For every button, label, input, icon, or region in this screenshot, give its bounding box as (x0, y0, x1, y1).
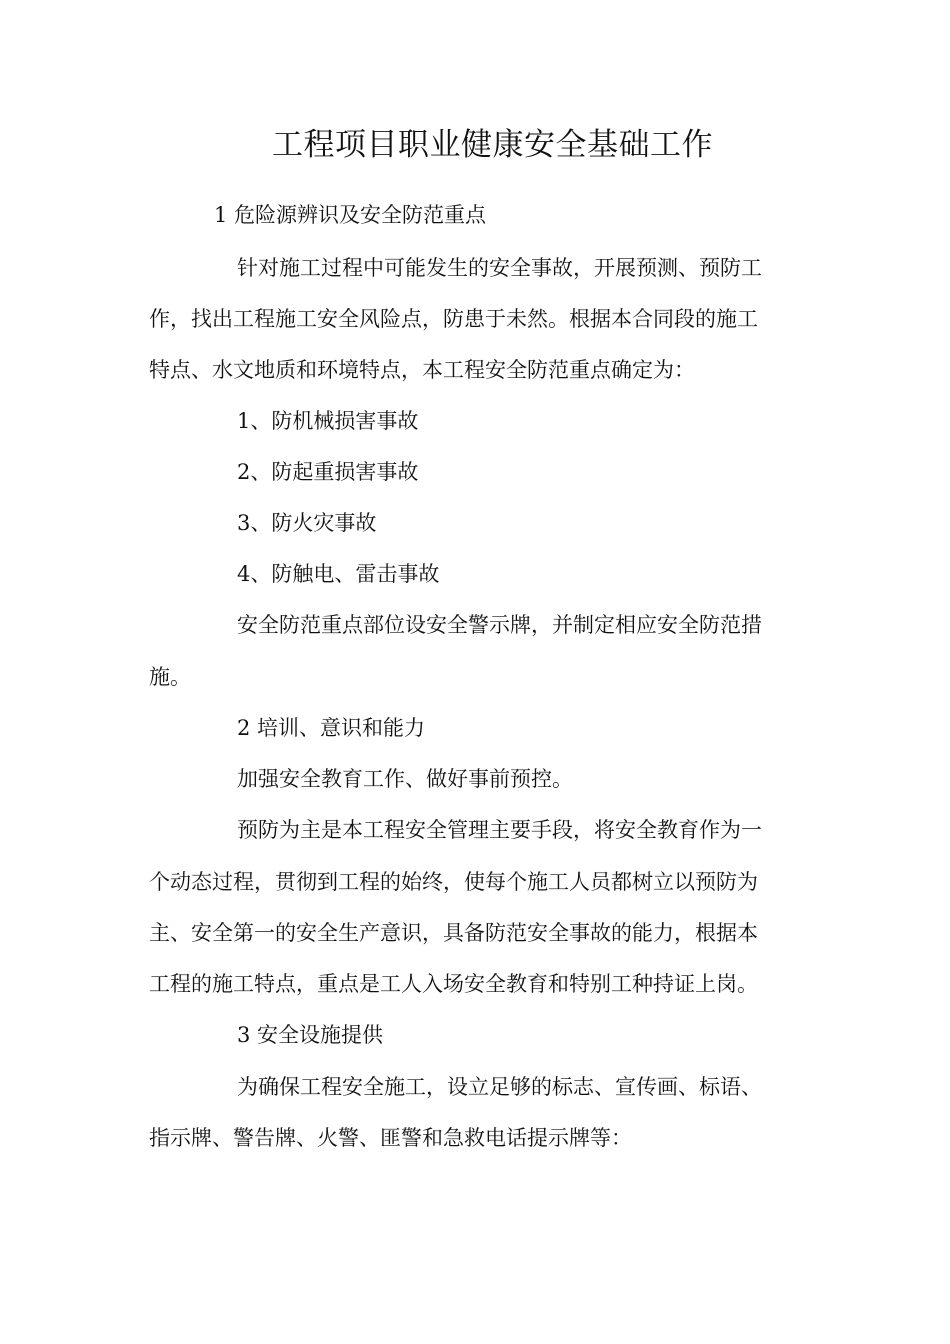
document-title: 工程项目职业健康安全基础工作 (272, 127, 713, 163)
list-item: 2、防起重损害事故 (237, 460, 419, 484)
paragraph-line: 主、安全第一的安全生产意识，具备防范安全事故的能力，根据本 (149, 921, 758, 945)
paragraph-line: 个动态过程，贯彻到工程的始终，使每个施工人员都树立以预防为 (149, 870, 758, 894)
paragraph-line: 针对施工过程中可能发生的安全事故，开展预测、预防工 (237, 256, 762, 280)
section-2-heading: 2 培训、意识和能力 (237, 716, 426, 740)
paragraph-line: 预防为主是本工程安全管理主要手段，将安全教育作为一 (237, 818, 762, 842)
paragraph-line: 施。 (149, 665, 191, 689)
paragraph-line: 安全防范重点部位设安全警示牌，并制定相应安全防范措 (237, 613, 762, 637)
list-item: 4、防触电、雷击事故 (237, 562, 440, 586)
section-3-heading: 3 安全设施提供 (237, 1023, 384, 1047)
paragraph-line: 作，找出工程施工安全风险点，防患于未然。根据本合同段的施工 (149, 307, 758, 331)
paragraph-line: 为确保工程安全施工，设立足够的标志、宣传画、标语、 (237, 1075, 762, 1099)
paragraph-line: 指示牌、警告牌、火警、匪警和急救电话提示牌等： (149, 1126, 632, 1150)
list-item: 1、防机械损害事故 (237, 409, 419, 433)
paragraph-line: 工程的施工特点，重点是工人入场安全教育和特别工种持证上岗。 (149, 972, 758, 996)
paragraph-line: 加强安全教育工作、做好事前预控。 (237, 767, 573, 791)
section-1-heading: 1 危险源辨识及安全防范重点 (214, 203, 487, 227)
paragraph-line: 特点、水文地质和环境特点，本工程安全防范重点确定为： (149, 358, 695, 382)
list-item: 3、防火灾事故 (237, 511, 377, 535)
